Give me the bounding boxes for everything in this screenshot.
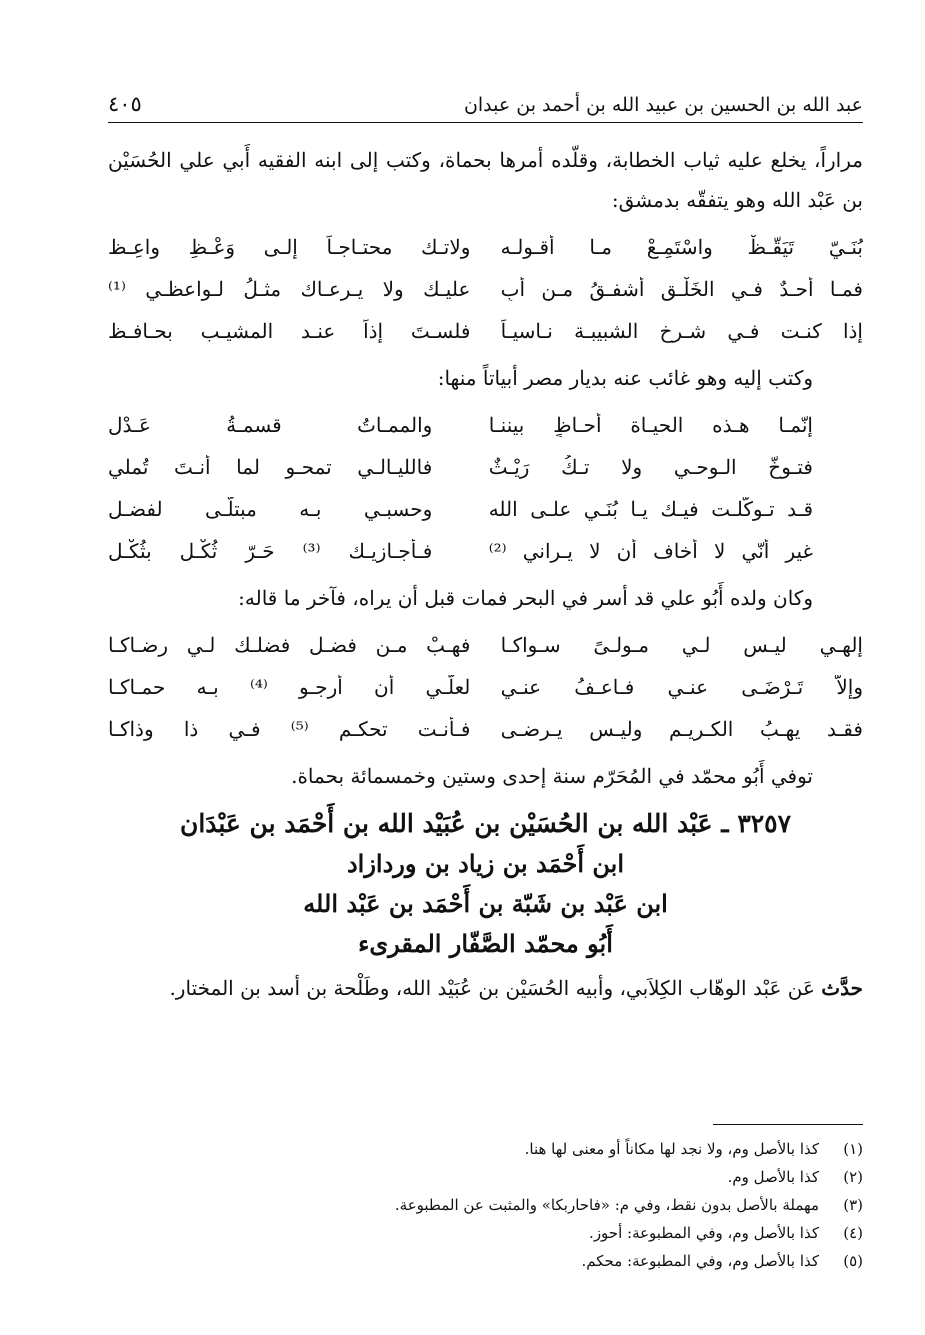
- hemistich-first: إلهـي ليـس لـي مـولـىً سـواكـا: [500, 633, 863, 657]
- hemistich-first: غير أنّي لا أخاف أن لا يـراني ⁽²⁾: [488, 539, 813, 563]
- verse: [108, 488, 813, 530]
- verse: [108, 404, 813, 446]
- entry-heading-line: أَبُو محمّد الصَّفّار المقرىء: [358, 929, 613, 958]
- footnote-text: كذا بالأصل وم، ولا نجد لها مكاناً أو معنى لها هنا.: [524, 1140, 819, 1158]
- entry-heading: [108, 804, 863, 964]
- intro-paragraph: مراراً، يخلع عليه ثياب الخطابة، وقلّده أمرها بحماة، وكتب إلى ابنه الفقيه أَبي علي الحُسَيْن بن عَبْد الله وهو يتفقّه بدمشق:: [108, 148, 863, 212]
- verse: [108, 268, 863, 310]
- entry-body-text: عَن عَبْد الوهّاب الكِلاَبي، وأبيه الحُسَيْن بن عُبَيْد الله، وطَلْحة بن أسد بن المختار.: [169, 976, 822, 1000]
- footnote: [108, 1135, 863, 1163]
- death-note: توفي أَبُو محمّد في المُحَرّم سنة إحدى وستين وخمسمائة بحماة.: [291, 764, 813, 788]
- poem-1: [108, 226, 863, 352]
- footnote-text: كذا بالأصل وم.: [727, 1168, 819, 1186]
- hemistich-second: عليـك ولا يـرعـاك مثـلُ لـواعظـي ⁽¹⁾: [108, 277, 471, 301]
- poem-3: [108, 624, 863, 750]
- hemistich-second: فهـبْ مـن فضـلِ فضلـك لـي رضـاكـا: [108, 633, 471, 657]
- verse: [108, 708, 863, 750]
- page-number: ٤٠٥: [108, 92, 142, 116]
- entry-body-lead: حدَّث: [821, 976, 863, 1000]
- footnote-text: كذا بالأصل وم، وفي المطبوعة: أحوز.: [589, 1224, 819, 1242]
- son-intro: وكان ولده أَبُو علي قد أسر في البحر فمات قبل أن يراه، فآخر ما قاله:: [238, 586, 813, 610]
- hemistich-first: قـد تـوكّلـت فيـك يـا بُنَـي علـى الله: [488, 497, 813, 521]
- entry-heading-line: ٣٢٥٧ ـ عَبْد الله بن الحُسَيْن بن عُبَيْد الله بن أَحْمَد بن عَبْدَان: [179, 809, 792, 838]
- hemistich-second: فـأنـت تحكـم ⁽⁵⁾ فـي ذا وذاكـا: [108, 717, 471, 741]
- footnote-number: (٢): [843, 1168, 863, 1186]
- letter-intro: وكتب إليه وهو غائب عنه بديار مصر أبياتاً منها:: [437, 366, 813, 390]
- hemistich-first: وإلاّ تَـرْضَـى عنـي فـاعـفُ عنـي: [500, 675, 863, 699]
- entry-heading-line: ابن عَبْد بن شَبّة بن أَحْمَد بن عَبْد الله: [303, 889, 668, 918]
- hemistich-second: وحسبـي بـه مبتلّـى لفضـلِ: [108, 497, 433, 521]
- verse: [108, 624, 863, 666]
- footnote-text: مهملة بالأصل بدون نقط، وفي م: «فاحاربكا» والمثبت عن المطبوعة.: [394, 1196, 819, 1214]
- hemistich-second: فالليـالـي تمحـو لما أنـتَ تُملي: [108, 455, 433, 479]
- footnote-text: كذا بالأصل وم، وفي المطبوعة: محكم.: [581, 1252, 819, 1270]
- footnote: [108, 1163, 863, 1191]
- hemistich-first: إنّمـا هـذه الحيـاة أحـاظٍ بيننـا: [488, 413, 813, 437]
- footnote-number: (٥): [843, 1252, 863, 1270]
- main-text: [108, 140, 863, 1008]
- page-header: [108, 84, 863, 123]
- hemistich-first: فمـا أحـدٌ فـي الخَلْـق أشفـقُ مـن أبٍ: [500, 277, 863, 301]
- running-title: عبد الله بن الحسين بن عبيد الله بن أحمد بن عبدان: [463, 94, 863, 116]
- hemistich-first: بُنَـيّ تَيَقّـظْ واسْتَمِـعْ مـا أقـولـه: [500, 235, 863, 259]
- footnote: [108, 1247, 863, 1275]
- verse: [108, 310, 863, 352]
- verse: [108, 666, 863, 708]
- hemistich-second: فـأجـازيـك ⁽³⁾ حَـرّ ثُكْـلٍ بثُكْـلِ: [108, 539, 433, 563]
- footnote-number: (٣): [843, 1196, 863, 1214]
- footnotes: [108, 1124, 863, 1275]
- footnote-number: (١): [843, 1140, 863, 1158]
- hemistich-second: فلسـتَ إذاً عنـد المشيـب بحـافـظ: [108, 319, 471, 343]
- hemistich-second: والممـاتُ قسمـةُ عَـدْلِ: [108, 413, 433, 437]
- footnote: [108, 1219, 863, 1247]
- hemistich-second: لعلّـي أن أرجـو ⁽⁴⁾ بـه حمـاكـا: [108, 675, 471, 699]
- poem-2: [108, 404, 863, 572]
- footnote: [108, 1191, 863, 1219]
- hemistich-first: فقـد يهـبُ الكـريـم وليـس يـرضـى: [500, 717, 863, 741]
- footnote-rule: [713, 1124, 863, 1125]
- hemistich-first: إذا كنـت فـي شـرخ الشبيبـة نـاسيـاً: [500, 319, 863, 343]
- verse: [108, 226, 863, 268]
- footnote-number: (٤): [843, 1224, 863, 1242]
- verse: [108, 530, 813, 572]
- entry-body: [108, 968, 863, 1008]
- verse: [108, 446, 813, 488]
- entry-heading-line: ابن أَحْمَد بن زياد بن وردازاد: [346, 849, 625, 878]
- hemistich-second: ولاتـك محتـاجـاً إلـى وَعْـظِ واعِـظ: [108, 235, 471, 259]
- hemistich-first: فتـوخّ الـوحـي ولا تـكُ رَيْـثٌ: [488, 455, 813, 479]
